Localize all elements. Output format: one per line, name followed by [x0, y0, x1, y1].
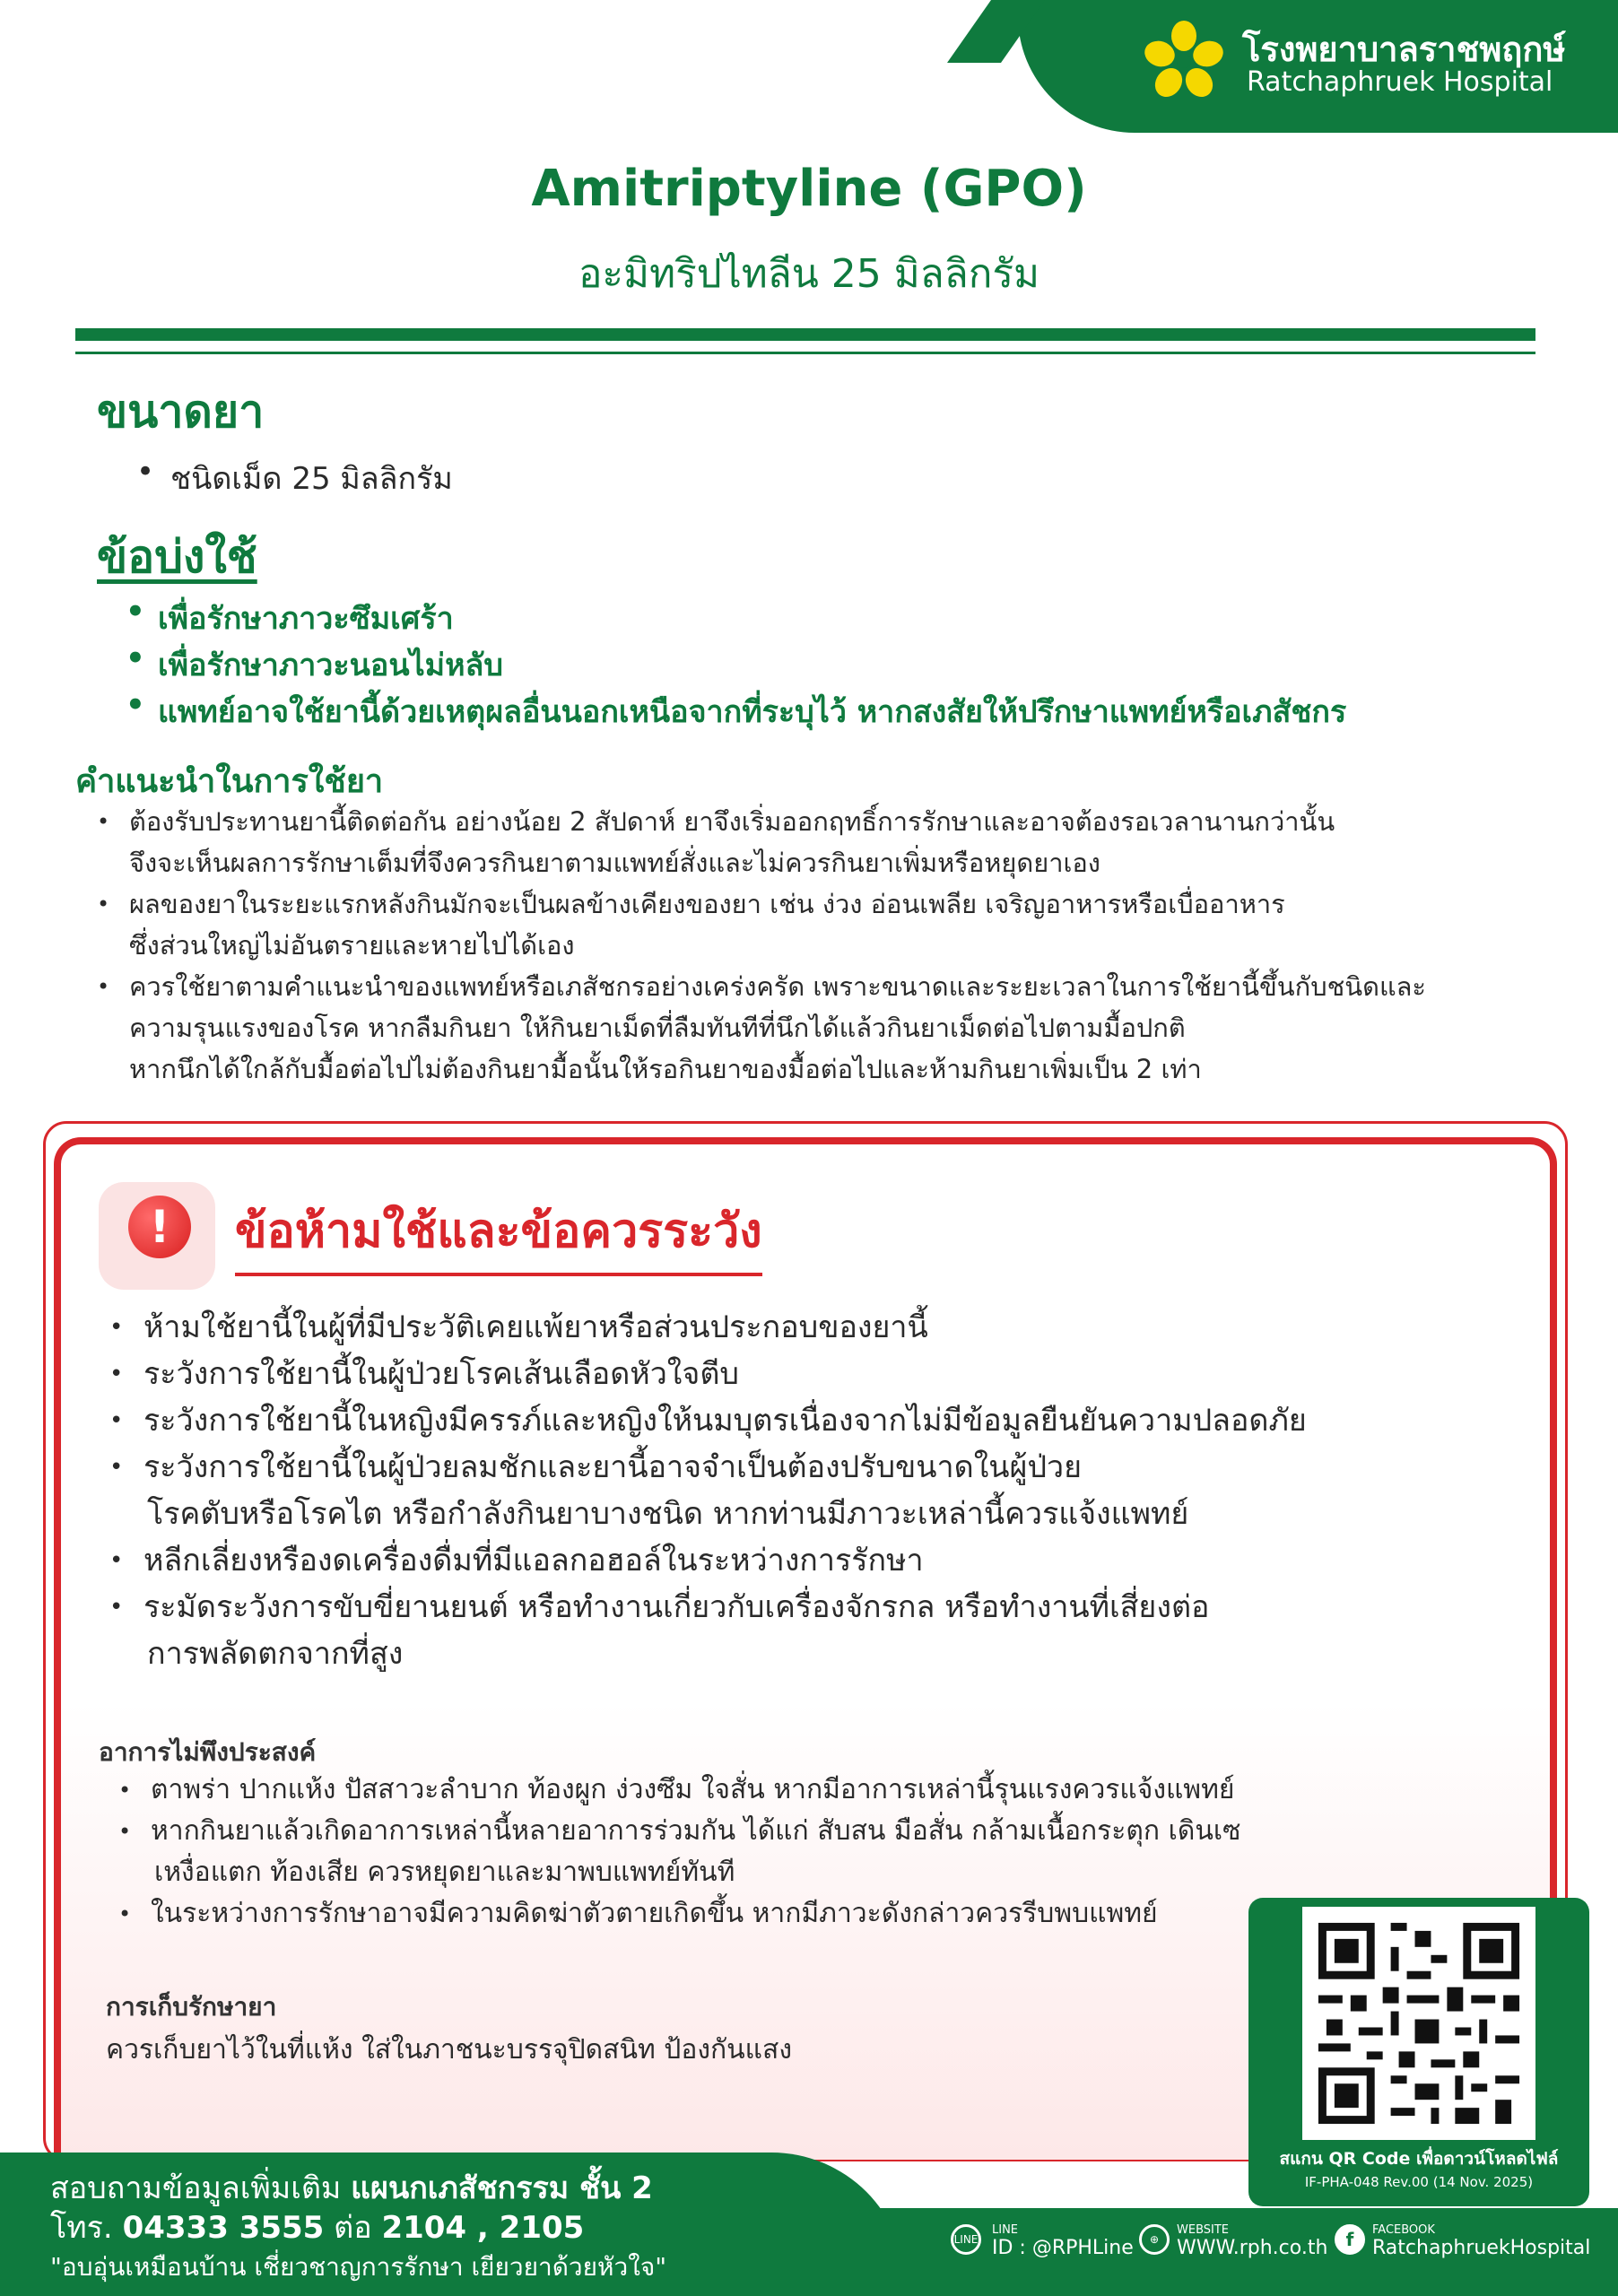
- side-effect-line: • หากกินยาแล้วเกิดอาการเหล่านี้หลายอาการร่วมกัน ได้แก่ สับสน มือสั่น กล้ามเนื้อกระตุก เดินเซ: [151, 1811, 1240, 1852]
- warning-line: • ระวังการใช้ยานี้ในผู้ป่วยโรคเส้นเลือดหัวใจตีบ: [144, 1351, 739, 1397]
- side-effect-line: เหงื่อแตก ท้องเสีย ควรหยุดยาและมาพบแพทย์ทันที: [154, 1857, 735, 1888]
- dosage-heading: ขนาดยา: [97, 386, 265, 438]
- warning-heading: ข้อห้ามใช้และข้อควรระวัง: [235, 1193, 762, 1276]
- qr-code-icon: [1302, 1907, 1535, 2140]
- warning-line: • ระวังการใช้ยานี้ในผู้ป่วยลมชักและยานี้อาจจำเป็นต้องปรับขนาดในผู้ป่วย: [144, 1444, 1082, 1491]
- contact-prefix: สอบถามข้อมูลเพิ่มเติม: [50, 2170, 342, 2206]
- qr-caption: สแกน QR Code เพื่อดาวน์โหลดไฟล์: [1279, 2149, 1559, 2169]
- footer-phone: [50, 2203, 584, 2251]
- website-link[interactable]: WWW.rph.co.th: [1177, 2237, 1328, 2259]
- phone-number[interactable]: 04333 3555: [122, 2210, 325, 2246]
- indication-item: • เพื่อรักษาภาวะนอนไม่หลับ: [158, 640, 503, 689]
- warning-line: • ระมัดระวังการขับขี่ยานยนต์ หรือทำงานเกี่ยวกับเครื่องจักรกล หรือทำงานที่เสี่ยงต่อ: [144, 1584, 1209, 1631]
- line-id[interactable]: ID : @RPHLine: [992, 2237, 1134, 2259]
- usage-line: ซึ่งส่วนใหญ่ไม่อันตรายและหายไปได้เอง: [129, 930, 575, 961]
- hospital-logo-flower-icon: [1144, 20, 1224, 100]
- phone-ext-prefix: ต่อ: [334, 2210, 372, 2246]
- storage-heading: การเก็บรักษายา: [106, 1992, 277, 2022]
- warning-line: • ห้ามใช้ยานี้ในผู้ที่มีประวัติเคยแพ้ยาหรือส่วนประกอบของยานี้: [144, 1304, 928, 1351]
- drug-title: Amitriptyline (GPO): [531, 160, 1087, 218]
- qr-code[interactable]: [1302, 1907, 1535, 2140]
- usage-line: หากนึกได้ใกล้กับมื้อต่อไปไม่ต้องกินยามื้อนั้นให้รอกินยาของมื้อต่อไปและห้ามกินยาเพิ่มเป็น 2 เท่า: [129, 1054, 1202, 1084]
- line-icon: LINE: [951, 2224, 981, 2255]
- globe-icon: ⊕: [1139, 2224, 1170, 2255]
- facebook-label: FACEBOOK: [1372, 2223, 1435, 2237]
- footer-slogan: "อบอุ่นเหมือนบ้าน เชี่ยวชาญการรักษา เยียวยาด้วยหัวใจ": [50, 2252, 667, 2282]
- warning-line: โรคตับหรือโรคไต หรือกำลังกินยาบางชนิด หากท่านมีภาวะเหล่านี้ควรแจ้งแพทย์: [147, 1496, 1189, 1532]
- usage-line: • ควรใช้ยาตามคำแนะนำของแพทย์หรือเภสัชกรอย่างเคร่งครัด เพราะขนาดและระยะเวลาในการใช้ยานี้ขึ้นกับชนิดและ: [129, 966, 1426, 1007]
- side-effect-line: • ตาพร่า ปากแห้ง ปัสสาวะลำบาก ท้องผูก ง่วงซึม ใจสั่น หากมีอาการเหล่านี้รุนแรงควรแจ้งแพทย์: [151, 1770, 1234, 1811]
- hospital-name-thai: โรงพยาบาลราชพฤกษ์: [1242, 30, 1566, 69]
- usage-line: • ต้องรับประทานยานี้ติดต่อกัน อย่างน้อย 2 สัปดาห์ ยาจึงเริ่มออกฤทธิ์การรักษาและอาจต้องรอเวลานานกว่านั้น: [129, 801, 1335, 842]
- line-label: LINE: [992, 2223, 1019, 2237]
- divider-thick: [75, 328, 1535, 341]
- warning-line: • ระวังการใช้ยานี้ในหญิงมีครรภ์และหญิงให้นมบุตรเนื่องจากไม่มีข้อมูลยืนยันความปลอดภัย: [144, 1397, 1307, 1444]
- facebook-icon: f: [1335, 2224, 1365, 2255]
- side-effects-heading: อาการไม่พึงประสงค์: [99, 1737, 317, 1767]
- exclamation-icon: !: [128, 1196, 191, 1258]
- facebook-link[interactable]: RatchaphruekHospital: [1372, 2237, 1591, 2259]
- warning-line: • หลีกเลี่ยงหรืองดเครื่องดื่มที่มีแอลกอฮอล์ในระหว่างการรักษา: [144, 1537, 924, 1584]
- dosage-item: • ชนิดเม็ด 25 มิลลิกรัม: [170, 454, 453, 502]
- form-code: IF-PHA-048 Rev.00 (14 Nov. 2025): [1304, 2174, 1534, 2190]
- indications-heading: ข้อบ่งใช้: [97, 531, 257, 583]
- website-label: WEBSITE: [1177, 2223, 1229, 2237]
- usage-line: ความรุนแรงของโรค หากลืมกินยา ให้กินยาเม็ดที่ลืมทันทีที่นึกได้แล้วกินยาเม็ดต่อไปตามมื้อปกติ: [129, 1013, 1186, 1043]
- indication-item: • เพื่อรักษาภาวะซึมเศร้า: [158, 594, 454, 642]
- phone-prefix: โทร.: [50, 2210, 113, 2246]
- usage-heading: คำแนะนำในการใช้ยา: [75, 763, 384, 800]
- phone-extension: 2104 , 2105: [381, 2210, 585, 2246]
- indication-item: • แพทย์อาจใช้ยานี้ด้วยเหตุผลอื่นนอกเหนือจากที่ระบุไว้ หากสงสัยให้ปรึกษาแพทย์หรือเภสัชกร: [158, 687, 1346, 735]
- storage-text: ควรเก็บยาไว้ในที่แห้ง ใส่ในภาชนะบรรจุปิดสนิท ป้องกันแสง: [106, 2034, 792, 2066]
- usage-line: • ผลของยาในระยะแรกหลังกินมักจะเป็นผลข้างเคียงของยา เช่น ง่วง อ่อนเพลีย เจริญอาหารหรือเบื่ออาหาร: [129, 883, 1285, 925]
- warning-line: การพลัดตกจากที่สูง: [147, 1636, 404, 1672]
- drug-subtitle: อะมิทริปไทลีน 25 มิลลิกรัม: [578, 251, 1040, 297]
- hospital-name-english: Ratchaphruek Hospital: [1247, 66, 1553, 98]
- contact-department: แผนกเภสัชกรรม ชั้น 2: [351, 2170, 653, 2206]
- side-effect-line: • ในระหว่างการรักษาอาจมีความคิดฆ่าตัวตายเกิดขึ้น หากมีภาวะดังกล่าวควรรีบพบแพทย์: [151, 1893, 1158, 1935]
- usage-line: จึงจะเห็นผลการรักษาเต็มที่จึงควรกินยาตามแพทย์สั่งและไม่ควรกินยาเพิ่มหรือหยุดยาเอง: [129, 848, 1100, 878]
- divider-thin: [75, 352, 1535, 354]
